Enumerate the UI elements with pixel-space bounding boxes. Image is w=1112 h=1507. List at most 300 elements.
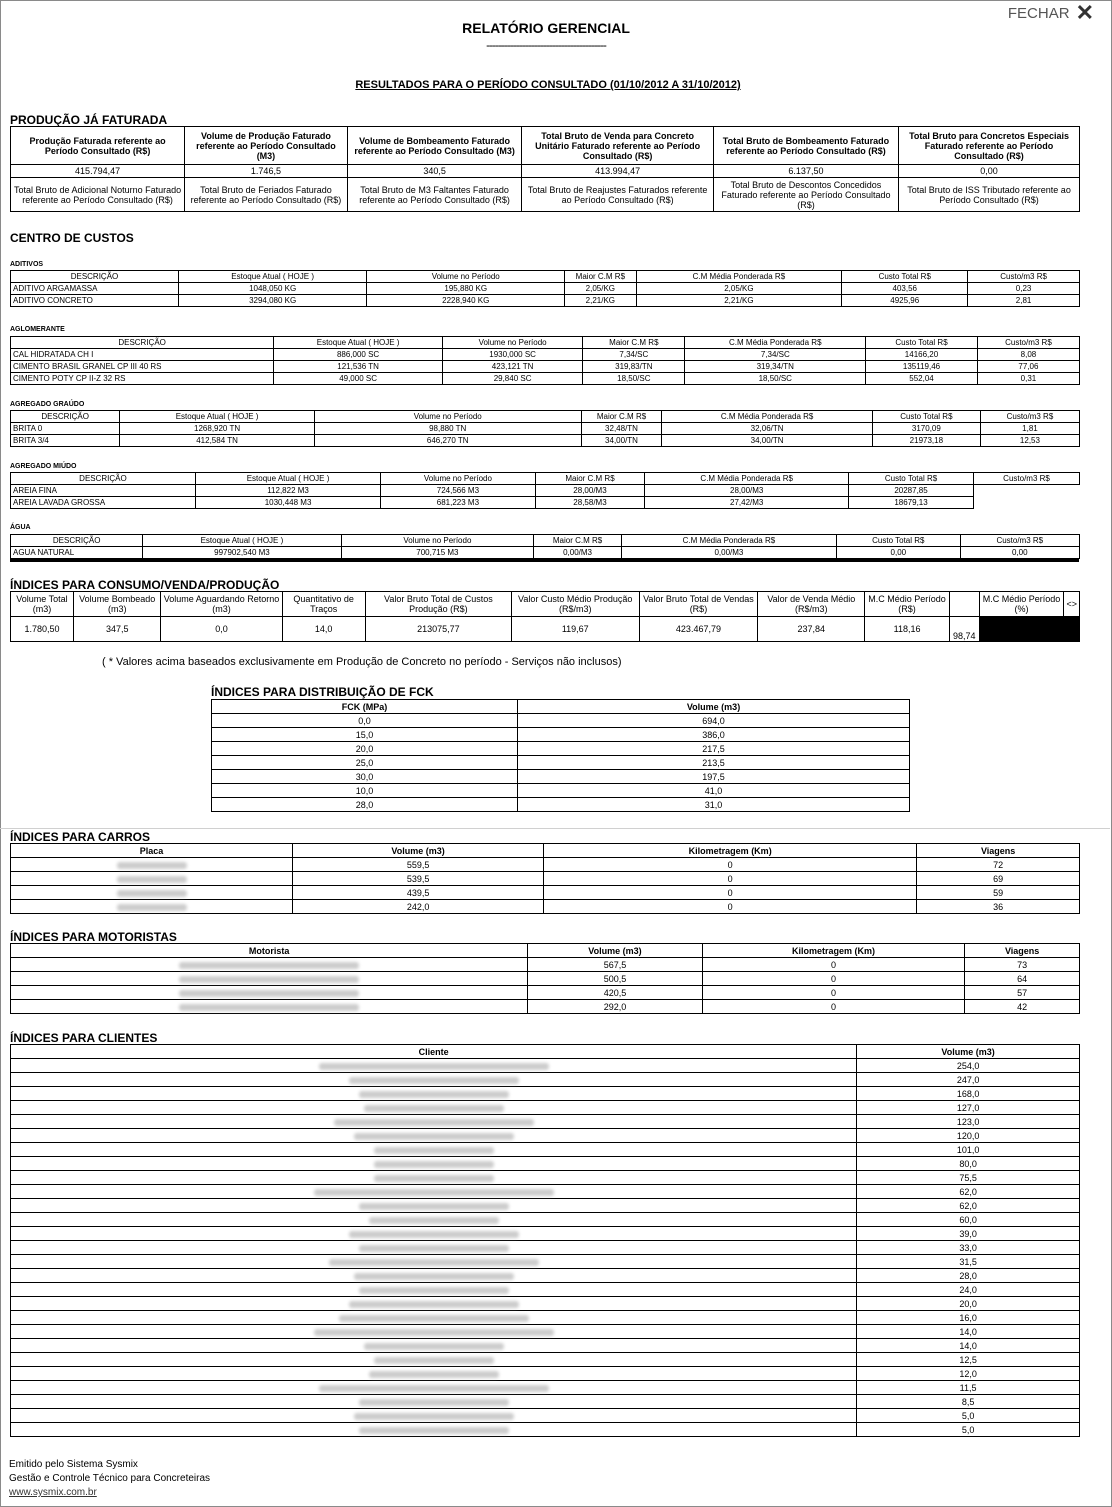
cost-cell: 98,880 TN — [314, 423, 581, 435]
blurred-text — [117, 890, 187, 897]
blurred-text — [334, 1119, 534, 1126]
clientes-row — [11, 1423, 1080, 1437]
cost-header-cell: Custo/m3 R$ — [960, 535, 1079, 547]
footer-line2: Gestão e Controle Técnico para Concreteiras — [9, 1473, 211, 1484]
cost-cell: AREIA FINA — [11, 485, 196, 497]
producao-header-cell: Volume de Produção Faturado referente ao Período Consultado (M3) — [185, 127, 348, 165]
cost-cell: CAL HIDRATADA CH I — [11, 349, 274, 361]
cost-header-cell: Estoque Atual ( HOJE ) — [143, 535, 341, 547]
cost-header-cell: Volume no Período — [442, 337, 582, 349]
producao-value-cell: 6.137,50 — [713, 165, 898, 178]
clientes-volume-cell: 75,5 — [857, 1171, 1080, 1185]
motoristas-cell: 0 — [702, 958, 965, 972]
cost-header-cell: C.M Média Ponderada R$ — [645, 473, 849, 485]
motoristas-row — [11, 1000, 1080, 1014]
cost-cell: 32,48/TN — [581, 423, 662, 435]
blurred-text — [374, 1147, 494, 1154]
indices-header-cell: Volume Aguardando Retorno (m3) — [161, 592, 282, 617]
cost-header-cell: DESCRIÇÃO — [11, 271, 179, 283]
clientes-volume-cell: 14,0 — [857, 1339, 1080, 1353]
indices-header-cell: Volume Bombeado (m3) — [73, 592, 161, 617]
carros-title: ÍNDICES PARA CARROS — [10, 830, 151, 844]
indices-header-cell: Quantitativo de Traços — [282, 592, 365, 617]
motoristas-cell: 292,0 — [528, 1000, 703, 1014]
sysmix-link[interactable]: www.sysmix.com.br — [9, 1487, 97, 1498]
cost-cell: CIMENTO POTY CP II-Z 32 RS — [11, 373, 274, 385]
clientes-table — [10, 1044, 1080, 1437]
redacted-name — [11, 1423, 857, 1437]
clientes-row — [11, 1297, 1080, 1311]
cost-cell: ADITIVO ARGAMASSA — [11, 283, 179, 295]
redacted-name — [11, 1157, 857, 1171]
blurred-text — [319, 1063, 549, 1070]
motoristas-row — [11, 986, 1080, 1000]
cost-header-cell: Volume no Período — [314, 411, 581, 423]
clientes-volume-cell: 62,0 — [857, 1199, 1080, 1213]
clientes-row — [11, 1241, 1080, 1255]
carros-cell: 0 — [544, 900, 917, 914]
clientes-volume-cell: 5,0 — [857, 1423, 1080, 1437]
carros-header-cell: Volume (m3) — [293, 844, 544, 858]
fck-row — [212, 784, 910, 798]
redacted-name — [11, 1199, 857, 1213]
clientes-row — [11, 1409, 1080, 1423]
clientes-volume-cell: 120,0 — [857, 1129, 1080, 1143]
indices-header-cell: Valor Bruto Total de Custos Produção (R$) — [365, 592, 511, 617]
fck-cell: 25,0 — [212, 756, 518, 770]
clientes-volume-cell: 12,0 — [857, 1367, 1080, 1381]
redacted-name — [11, 972, 528, 986]
redacted-name — [11, 1255, 857, 1269]
cost-cell: 403,56 — [842, 283, 968, 295]
cost-cell: 0,00/M3 — [621, 547, 836, 559]
cost-header-cell: C.M Média Ponderada R$ — [662, 411, 872, 423]
fck-cell: 694,0 — [518, 714, 910, 728]
blurred-text — [319, 1385, 549, 1392]
redacted-name — [11, 1000, 528, 1014]
clientes-volume-cell: 168,0 — [857, 1087, 1080, 1101]
producao-header-cell: Total Bruto de Venda para Concreto Unitário Faturado referente ao Período Consultado (R$) — [522, 127, 713, 165]
cost-header-cell: C.M Média Ponderada R$ — [636, 271, 842, 283]
carros-header-row — [11, 844, 1080, 858]
cost-header-cell: Maior C.M R$ — [534, 535, 622, 547]
clientes-row — [11, 1227, 1080, 1241]
redacted-name — [11, 1129, 857, 1143]
clientes-volume-cell: 101,0 — [857, 1143, 1080, 1157]
motoristas-header-cell: Motorista — [11, 944, 528, 958]
blurred-text — [117, 904, 187, 911]
cost-header-cell: DESCRIÇÃO — [11, 337, 274, 349]
cost-header-cell: Estoque Atual ( HOJE ) — [178, 271, 366, 283]
cost-cell: 423,121 TN — [442, 361, 582, 373]
cost-header-cell: Volume no Período — [381, 473, 535, 485]
cost-header-cell: Custo Total R$ — [849, 473, 974, 485]
motoristas-cell: 64 — [965, 972, 1080, 986]
cost-cell: 14166,20 — [866, 349, 978, 361]
clientes-row — [11, 1129, 1080, 1143]
indices-header-cell: <> — [1064, 592, 1080, 617]
cost-row — [11, 435, 1080, 447]
motoristas-cell: 0 — [702, 1000, 965, 1014]
graudo-table — [10, 410, 1080, 447]
clientes-volume-cell: 20,0 — [857, 1297, 1080, 1311]
blurred-text — [179, 990, 359, 997]
aditivos-title: ADITIVOS — [10, 261, 44, 268]
cost-cell: 319,83/TN — [583, 361, 685, 373]
blurred-text — [179, 976, 359, 983]
fck-row — [212, 770, 910, 784]
blurred-text — [374, 1357, 494, 1364]
cost-cell: 0,00 — [837, 547, 961, 559]
cost-cell: 3170,09 — [872, 423, 980, 435]
carros-cell: 0 — [544, 858, 917, 872]
indices-values-row — [11, 617, 1080, 642]
redacted-name — [11, 1227, 857, 1241]
motoristas-cell: 57 — [965, 986, 1080, 1000]
blurred-text — [179, 962, 359, 969]
blurred-text — [359, 1245, 509, 1252]
cost-row — [11, 349, 1080, 361]
cost-cell: 112,822 M3 — [195, 485, 380, 497]
clientes-volume-cell: 24,0 — [857, 1283, 1080, 1297]
redacted-name — [11, 958, 528, 972]
blurred-text — [339, 1315, 529, 1322]
cost-row — [11, 295, 1080, 307]
carros-cell: 539,5 — [293, 872, 544, 886]
cost-cell: 646,270 TN — [314, 435, 581, 447]
blurred-text — [359, 1203, 509, 1210]
producao-header-row — [11, 127, 1080, 165]
cost-header-cell: Custo/m3 R$ — [980, 411, 1079, 423]
cost-cell: 121,536 TN — [274, 361, 443, 373]
clientes-header-row — [11, 1045, 1080, 1059]
blurred-text — [364, 1105, 504, 1112]
blurred-text — [117, 876, 187, 883]
divider-line — [0, 828, 1110, 829]
indices-header-row — [11, 592, 1080, 617]
close-icon: ✕ — [1075, 0, 1094, 25]
cost-cell: 2,81 — [968, 295, 1080, 307]
fck-cell: 217,5 — [518, 742, 910, 756]
blurred-text — [314, 1329, 554, 1336]
cost-cell: 7,34/SC — [583, 349, 685, 361]
cost-cell: BRITA 3/4 — [11, 435, 120, 447]
fck-row — [212, 728, 910, 742]
fck-title: ÍNDICES PARA DISTRIBUIÇÃO DE FCK — [211, 685, 434, 699]
clientes-row — [11, 1213, 1080, 1227]
cost-row — [11, 283, 1080, 295]
blurred-text — [349, 1301, 519, 1308]
motoristas-row — [11, 958, 1080, 972]
cost-cell: CIMENTO BRASIL GRANEL CP III 40 RS — [11, 361, 274, 373]
redacted-name — [11, 858, 293, 872]
cost-cell: 18679,13 — [849, 497, 974, 509]
spacer-cell — [949, 592, 979, 617]
clientes-volume-cell: 31,5 — [857, 1255, 1080, 1269]
redacted-name — [11, 1325, 857, 1339]
clientes-volume-cell: 28,0 — [857, 1269, 1080, 1283]
carros-cell: 559,5 — [293, 858, 544, 872]
motoristas-row — [11, 972, 1080, 986]
indices-header-cell: Volume Total (m3) — [11, 592, 74, 617]
graudo-title: AGREGADO GRAÚDO — [10, 401, 85, 408]
cost-header-cell: Volume no Período — [367, 271, 565, 283]
cost-header-cell: Estoque Atual ( HOJE ) — [195, 473, 380, 485]
carros-cell: 72 — [917, 858, 1080, 872]
blurred-text — [369, 1217, 499, 1224]
clientes-row — [11, 1185, 1080, 1199]
cost-cell: 32,06/TN — [662, 423, 872, 435]
producao-header-cell: Total Bruto de M3 Faltantes Faturado referente ao Período Consultado (R$) — [347, 178, 522, 212]
cost-cell: 34,00/TN — [662, 435, 872, 447]
producao-header-cell: Total Bruto de Feriados Faturado referente ao Período Consultado (R$) — [185, 178, 348, 212]
cost-cell: 552,04 — [866, 373, 978, 385]
fck-cell: 10,0 — [212, 784, 518, 798]
producao-header-row-2 — [11, 178, 1080, 212]
producao-header-cell: Produção Faturada referente ao Período Consultado (R$) — [11, 127, 185, 165]
motoristas-cell: 500,5 — [528, 972, 703, 986]
blurred-text — [374, 1161, 494, 1168]
indices-title: ÍNDICES PARA CONSUMO/VENDA/PRODUÇÃO — [10, 578, 280, 592]
cost-cell: 28,00/M3 — [645, 485, 849, 497]
cost-cell: 681,223 M3 — [381, 497, 535, 509]
cost-header-cell: Custo/m3 R$ — [977, 337, 1079, 349]
redacted-name — [11, 1269, 857, 1283]
redacted-name — [11, 1059, 857, 1073]
cost-cell: BRITA 0 — [11, 423, 120, 435]
redacted-name — [11, 1311, 857, 1325]
indices-value-cell: 213075,77 — [365, 617, 511, 642]
clientes-row — [11, 1339, 1080, 1353]
indices-value-cell: 423.467,79 — [639, 617, 758, 642]
cost-header-cell: Maior C.M R$ — [535, 473, 645, 485]
carros-cell: 59 — [917, 886, 1080, 900]
cost-cell: 1,81 — [980, 423, 1079, 435]
clientes-row — [11, 1283, 1080, 1297]
cost-header-cell: Maior C.M R$ — [565, 271, 636, 283]
indices-header-cell: Valor Bruto Total de Vendas (R$) — [639, 592, 758, 617]
footer-line1: Emitido pelo Sistema Sysmix — [9, 1459, 138, 1470]
cost-header-cell: Custo Total R$ — [866, 337, 978, 349]
clientes-volume-cell: 62,0 — [857, 1185, 1080, 1199]
producao-header-cell: Total Bruto de Reajustes Faturados referente ao Período Consultado (R$) — [522, 178, 713, 212]
cost-row — [11, 373, 1080, 385]
cost-header-cell: DESCRIÇÃO — [11, 411, 120, 423]
producao-header-cell: Total Bruto de Bombeamento Faturado referente ao Período Consultado (R$) — [713, 127, 898, 165]
producao-header-cell: Total Bruto para Concretos Especiais Faturado referente ao Período Consultado (R$) — [899, 127, 1080, 165]
cost-cell: 2,21/KG — [636, 295, 842, 307]
indices-value-cell: 347,5 — [73, 617, 161, 642]
redacted-name — [11, 1115, 857, 1129]
fck-cell: 30,0 — [212, 770, 518, 784]
blurred-text — [354, 1133, 514, 1140]
fck-header-cell: FCK (MPa) — [212, 700, 518, 714]
cost-cell: 27,42/M3 — [645, 497, 849, 509]
blurred-text — [369, 1371, 499, 1378]
agua-table — [10, 534, 1080, 559]
clientes-volume-cell: 11,5 — [857, 1381, 1080, 1395]
clientes-header-cell: Cliente — [11, 1045, 857, 1059]
cost-cell: 29,840 SC — [442, 373, 582, 385]
redacted-name — [11, 900, 293, 914]
motoristas-cell: 0 — [702, 972, 965, 986]
cost-cell: 886,000 SC — [274, 349, 443, 361]
cost-header-cell: Custo/m3 R$ — [968, 271, 1080, 283]
clientes-volume-cell: 80,0 — [857, 1157, 1080, 1171]
clientes-row — [11, 1199, 1080, 1213]
cost-cell: AREIA LAVADA GROSSA — [11, 497, 196, 509]
cost-header-cell: Estoque Atual ( HOJE ) — [120, 411, 314, 423]
clientes-volume-cell: 33,0 — [857, 1241, 1080, 1255]
clientes-volume-cell: 39,0 — [857, 1227, 1080, 1241]
redacted-name — [11, 872, 293, 886]
blurred-text — [354, 1273, 514, 1280]
cost-cell: 7,34/SC — [685, 349, 866, 361]
fck-cell: 28,0 — [212, 798, 518, 812]
carros-row — [11, 872, 1080, 886]
redacted-name — [11, 886, 293, 900]
carros-header-cell: Viagens — [917, 844, 1080, 858]
cost-cell: 4925,96 — [842, 295, 968, 307]
cost-row — [11, 547, 1080, 559]
indices-table — [10, 591, 1080, 642]
blurred-text — [179, 1004, 359, 1011]
clientes-header-cell: Volume (m3) — [857, 1045, 1080, 1059]
motoristas-cell: 567,5 — [528, 958, 703, 972]
motoristas-cell: 42 — [965, 1000, 1080, 1014]
fck-row — [212, 742, 910, 756]
cost-cell: 12,53 — [980, 435, 1079, 447]
blurred-text — [349, 1077, 519, 1084]
clientes-row — [11, 1395, 1080, 1409]
agua-title: ÁGUA — [10, 524, 31, 531]
clientes-row — [11, 1059, 1080, 1073]
fck-cell: 213,5 — [518, 756, 910, 770]
clientes-volume-cell: 254,0 — [857, 1059, 1080, 1073]
producao-value-cell: 413.994,47 — [522, 165, 713, 178]
producao-value-cell: 1.746,5 — [185, 165, 348, 178]
fck-cell: 20,0 — [212, 742, 518, 756]
motoristas-cell: 0 — [702, 986, 965, 1000]
indices-value-cell: 0,0 — [161, 617, 282, 642]
redacted-name — [11, 986, 528, 1000]
cost-cell: 0,23 — [968, 283, 1080, 295]
redacted-name — [11, 1409, 857, 1423]
clientes-volume-cell: 8,5 — [857, 1395, 1080, 1409]
section-divider — [10, 559, 1079, 562]
indices-header-cell: M.C Médio Período (R$) — [865, 592, 950, 617]
carros-table — [10, 843, 1080, 914]
motoristas-title: ÍNDICES PARA MOTORISTAS — [10, 930, 177, 944]
clientes-row — [11, 1171, 1080, 1185]
clientes-row — [11, 1115, 1080, 1129]
producao-value-cell: 340,5 — [347, 165, 522, 178]
cost-cell: 319,34/TN — [685, 361, 866, 373]
cost-cell: 1930,000 SC — [442, 349, 582, 361]
indices-header-cell: Valor Custo Médio Produção (R$/m3) — [512, 592, 640, 617]
cost-cell: 28,00/M3 — [535, 485, 645, 497]
blurred-text — [359, 1091, 509, 1098]
cost-cell: ADITIVO CONCRETO — [11, 295, 179, 307]
fck-table — [211, 699, 910, 812]
clientes-row — [11, 1325, 1080, 1339]
clientes-volume-cell: 16,0 — [857, 1311, 1080, 1325]
clientes-row — [11, 1353, 1080, 1367]
period-heading: RESULTADOS PARA O PERÍODO CONSULTADO (01/10/2012 A 31/10/2012) — [355, 79, 741, 91]
centro-title: CENTRO DE CUSTOS — [10, 231, 134, 245]
redacted-name — [11, 1367, 857, 1381]
redacted-name — [11, 1381, 857, 1395]
clientes-row — [11, 1269, 1080, 1283]
blurred-text — [329, 1259, 539, 1266]
redacted-name — [11, 1171, 857, 1185]
cost-cell: 412,584 TN — [120, 435, 314, 447]
motoristas-header-row — [11, 944, 1080, 958]
clientes-row — [11, 1311, 1080, 1325]
producao-header-cell: Volume de Bombeamento Faturado referente ao Período Consultado (M3) — [347, 127, 522, 165]
cost-header-cell: C.M Média Ponderada R$ — [685, 337, 866, 349]
blurred-text — [374, 1175, 494, 1182]
producao-values-row — [11, 165, 1080, 178]
cost-header-row — [11, 411, 1080, 423]
carros-header-cell: Kilometragem (Km) — [544, 844, 917, 858]
indices-value-cell: 98,74 — [949, 617, 979, 642]
clientes-title: ÍNDICES PARA CLIENTES — [10, 1031, 158, 1045]
cost-row — [11, 485, 1080, 497]
cost-cell: 2,21/KG — [565, 295, 636, 307]
cost-cell: 3294,080 KG — [178, 295, 366, 307]
redacted-name — [11, 1283, 857, 1297]
cost-header-cell: DESCRIÇÃO — [11, 473, 196, 485]
aglomerante-title: AGLOMERANTE — [10, 326, 65, 333]
clientes-volume-cell: 60,0 — [857, 1213, 1080, 1227]
carros-cell: 0 — [544, 886, 917, 900]
cost-header-row — [11, 337, 1080, 349]
aditivos-table — [10, 270, 1080, 307]
producao-table — [10, 126, 1080, 212]
redacted-name — [11, 1087, 857, 1101]
title-underline: ---------------------------------------- — [486, 38, 606, 52]
blurred-text — [359, 1287, 509, 1294]
cost-cell: 49,000 SC — [274, 373, 443, 385]
indices-header-cell: Valor de Venda Médio (R$/m3) — [758, 592, 865, 617]
cost-header-cell: Estoque Atual ( HOJE ) — [274, 337, 443, 349]
clientes-row — [11, 1157, 1080, 1171]
redacted-name — [11, 1101, 857, 1115]
cost-row — [11, 361, 1080, 373]
cost-cell: 18,50/SC — [685, 373, 866, 385]
cost-cell: 135119,46 — [866, 361, 978, 373]
close-label: FECHAR — [1007, 4, 1070, 22]
blurred-text — [359, 1427, 509, 1434]
cost-cell: 21973,18 — [872, 435, 980, 447]
fck-header-row — [212, 700, 910, 714]
cost-cell: 2,05/KG — [565, 283, 636, 295]
blurred-text — [354, 1413, 514, 1420]
carros-cell: 0 — [544, 872, 917, 886]
fck-row — [212, 756, 910, 770]
clientes-row — [11, 1381, 1080, 1395]
redacted-name — [11, 1185, 857, 1199]
indices-value-cell: 119,67 — [512, 617, 640, 642]
cost-cell: 2,05/KG — [636, 283, 842, 295]
clientes-volume-cell: 14,0 — [857, 1325, 1080, 1339]
clientes-row — [11, 1073, 1080, 1087]
indices-value-cell: 1.780,50 — [11, 617, 74, 642]
blurred-text — [349, 1231, 519, 1238]
cost-header-cell: Maior C.M R$ — [583, 337, 685, 349]
motoristas-cell: 420,5 — [528, 986, 703, 1000]
